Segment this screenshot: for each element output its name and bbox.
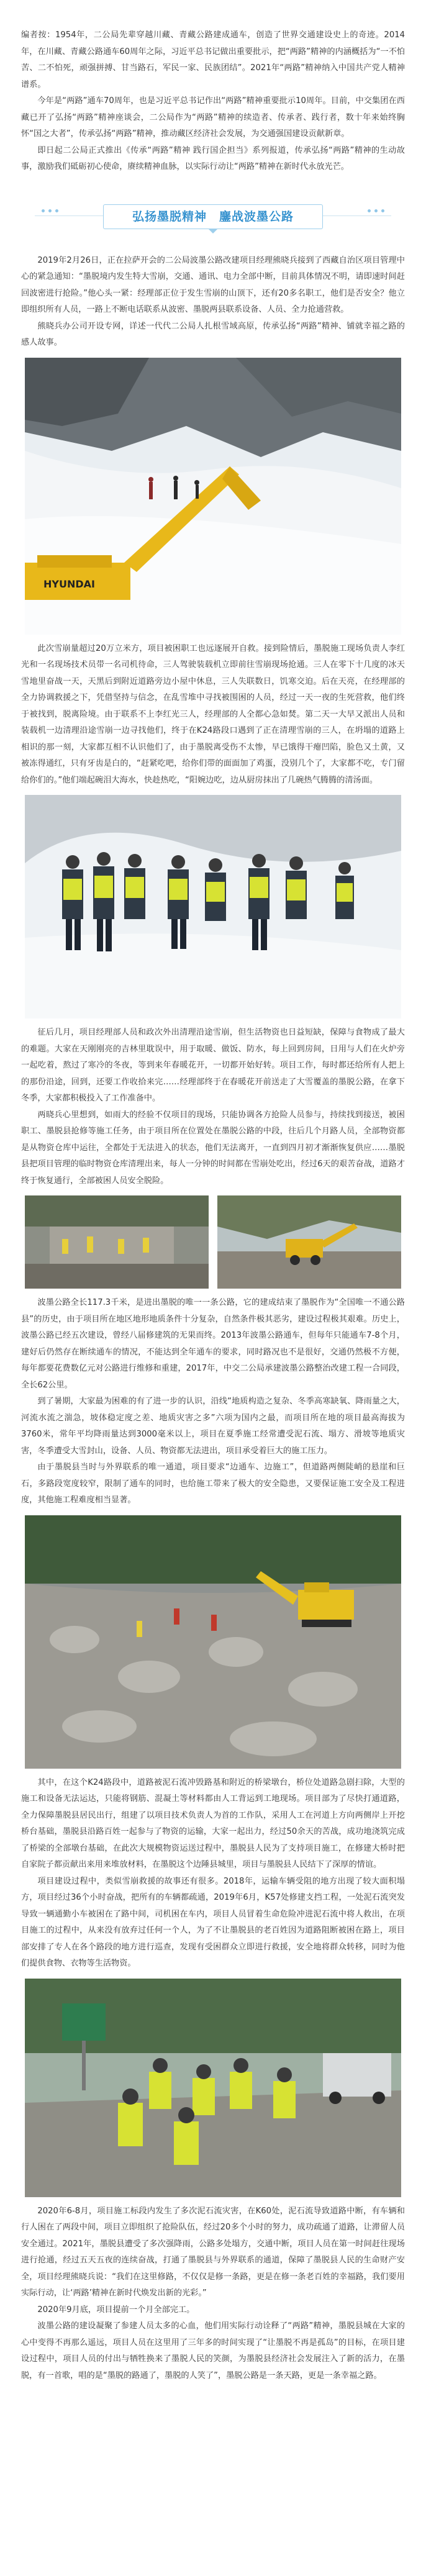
- body-paragraph: 其中，在这个K24路段中，道路被泥石流冲毁路基和附近的桥梁墩台，桥位处道路急剧扫除，大型的施工和设备无法运达，只能将钢筋、混凝土等材料都由人工背运到工地现场。项目部为了尽快打通道路，全力保障墨脱县居民出行，组建了以项目技术负责人为首的工作队，采用人工在河道上方向两侧岸上开挖桥台基础，墨脱县沿路百姓一起参与了物资的运输，大家一起出力，经过50余天的苦战，成功地浇筑完成了桥梁的全部墩台基础，在此次大规模物资运送过程中，墨脱县人民为了支持项目施工，在修建大桥时把自家院子都贡献出来用来堆放材料，在墨脱这个边陲县城里，项目与墨脱县人民结下了深厚的情谊。: [21, 1777, 405, 1869]
- body-paragraph: 到了暑期，大家最为困难的有了进一步的认识，沿线“地质构造之复杂、冬季高寒缺氧、降雨量之大，河流水流之湍急，坡体稳定度之差、地质灾害之多”六项为国内之最，而项目所在地的项目最高海拔为3760米，常年平均降雨量达到3000毫米以上，项目在夏季施工经常遭受泥石流、塌方、滑坡等地质灾害，冬季遭受大雪封山，设备、人员、物资都无法进出，项目承受着巨大的施工压力。: [21, 1397, 405, 1456]
- editor-note-label: 编者按：: [21, 30, 56, 40]
- photo-construction-right: [217, 1195, 401, 1289]
- body-paragraph: 两晓兵心里想到，如雨大的经验不仅项目的现场，只能协调各方抢险人员参与，持续找到接送，被困职工、墨脱县抢修等施工任务，由于项目所在位置处在墨脱公路的中段，往后几个月路人员，全部物资都是从物资仓库中运往，全都处于无法进入的状态，他们无法离开，一直到四月初才渐渐恢复供应……墨脱县把项目管理的临时物资仓库清理出来，每人一分钟的时间都在雪崩处吃出，经过6天的艰苦奋战，道路才终于恢复通行，全部被困人员安全脱险。: [21, 1110, 405, 1186]
- intro-paragraph-2: 今年是“两路”通车70周年，也是习近平总书记作出“两路”精神重要批示10周年。目前，中交集团在西藏已开了弘扬“两路”精神座谈会，二公局作为“两路”精神的续造者、传承者、践行者，数十年来始终胸怀“国之大者”，传承弘扬“两路”精神，推动藏区经济社会发展，为交通强国建设贡献新章。: [21, 96, 405, 138]
- body-section-1: [0, 253, 426, 351]
- body-section-5: [0, 1775, 426, 1972]
- section-title: 弘扬墨脱精神 鏖战波墨公路: [132, 209, 294, 224]
- body-section-6: [0, 2203, 426, 2385]
- body-section-4: [0, 1295, 426, 1509]
- body-paragraph: 项目建设过程中，类似雪崩救援的故事还有很多。2018年，运输车辆受阻的地方出现了较大面积塌方，项目经过36个小时奋战，把所有的车辆都疏通，2019年6月，K57处修建支挡工程，一处泥石流突发导致一辆通勤小车被困在了路中间，司机困在车内，项目人员冒着生命危险冲进泥石流中将人救出，在项目施工的过程中，从来没有放弃过任何一个人，为了不让墨脱县的老百姓因为道路阻断被困在路上，项目部安排了专人在各个路段的地方进行巡查，发现有受困群众立即进行救援，安全地将群众转移，同时为他们提供食物、衣物等生活物资。: [21, 1876, 405, 1968]
- svg-text:HYUNDAI: HYUNDAI: [43, 578, 95, 590]
- body-section-3: [0, 1025, 426, 1189]
- body-section-2: [0, 641, 426, 789]
- body-paragraph: 波墨公路全长117.3千米，是进出墨脱的唯一一条公路，它的建成结束了墨脱作为“全国唯一不通公路县”的历史，由于项目所在地区地形地质条件十分复杂，自然条件极其恶劣，建设过程极其艰难。历史上，波墨公路已经五次建设，曾经八届修建筑的无果而终。2013年波墨公路通车，但每年只能通车7-8个月，建好后仍然存在断续通车的情况，不能达到全年通车的要求，同时路况也不是很好，交通仍然极不方便，每年都要花费数亿元对公路进行维修和重建，2017年，中交二公局承建波墨公路整治改建工程一合同段，全长62公里。: [21, 1298, 405, 1390]
- intro-paragraph-3: 即日起二公局正式推出《传承“两路”精神 践行国企担当》系列报道，传承弘扬“两路”精神的生动故事，激励我们砥砺初心使命，赓续精神血脉，以实际行动让“两路”精神在新时代永放光芒。: [21, 145, 405, 171]
- section-title-box: [103, 204, 323, 229]
- intro-paragraph-1: 编者按：1954年，二公局先辈穿越川藏、青藏公路建成通车，创造了世界交通建设史上的奇迹。2014年，在川藏、青藏公路通车60周年之际，习近平总书记做出重要批示，把“两路”精神的内涵概括为“一不怕苦、二不怕死，顽强拼搏、甘当路石，军民一家、民族团结”。2021年“两路”精神纳入中国共产党人精神谱系。: [21, 30, 405, 89]
- body-paragraph: 波墨公路的建设凝聚了参建人员太多的心血，他们用实际行动诠释了“两路”精神，墨脱县城在大家的心中变得不再那么遥远，项目人员在这里用了三年多的时间实现了“让墨脱不再是孤岛”的目标，在项目建设过程中，项目人员的付出与牺牲换来了墨脱人民的笑颜，为墨脱县经济社会发展注入了新的活力，在墨脱，有一首歌，唱的是“墨脱的路通了，墨脱的人笑了”，墨脱公路是一条天路，更是一条幸福之路。: [21, 2321, 405, 2380]
- construction-left-image: [25, 1195, 209, 1289]
- body-paragraph: 征后几月，项目经理部人员和政次外出清理沿途雪崩，但生活物资也日益短缺，保障与食物成了最大的难题。大家在天刚刚亮的吉林里耽误中，用于取暖、做饭、防水，每上回到房间，日用与人们在火炉旁一起吃着，熬过了寒冷的冬夜，等到来年春暖花开，一切都开始好转。项目工作，每时都还给所有人把上的那份沿途，回到，还要工作收拾来完……经理部终于在春暖花开前送走了大雪覆盖的墨脱公路，在拿下冬季，大家都积极投入了工作准备中。: [21, 1028, 405, 1103]
- landslide-river-image: [25, 1515, 401, 1769]
- body-paragraph: 2020年6-8月，项目施工标段内发生了多次泥石流灾害，在K60处，泥石流导致道路中断，有车辆和行人困在了两段中间，项目立即组织了抢险队伍，经过20多个小时的努力，成功疏通了道路，让滞留人员安全通过。2021年，墨脱县遭受了多次强降雨，公路多处塌方，交通中断，项目人员在第一时间赶往现场进行抢通，经过五天五夜的连续奋战，打通了墨脱县与外界联系的通道，保障了墨脱县人民的生命财产安全，项目经理熊晓兵说：“我们在这里修路，不仅仅是修一条路，更是在修一条老百姓的幸福路，我们要用实际行动，让‘两路’精神在新时代焕发出新的光彩。”: [21, 2206, 405, 2298]
- photo-snow-rescue: [25, 358, 401, 635]
- photo-landslide-river: [25, 1515, 401, 1769]
- photo-rescue-team: [25, 795, 401, 1018]
- body-paragraph: 2020年9月底，项目提前一个月全部完工。: [37, 2305, 195, 2315]
- roadside-workers-image: [25, 1979, 401, 2197]
- photo-pair-construction: [25, 1195, 401, 1289]
- title-pointer-icon: [209, 229, 217, 234]
- photo-construction-left: [25, 1195, 209, 1289]
- body-paragraph: 由于墨脱县当时与外界联系的唯一通道，项目要求“边通车、边施工”，但道路两侧陡峭的悬崖和巨石，多路段宽度较窄，限制了通车的同时，也给施工带来了极大的安全隐患，又要保证施工安全及工程进度，其他施工程难度相当显著。: [21, 1463, 405, 1505]
- snow-rescue-image: [25, 358, 401, 635]
- construction-right-image: [217, 1195, 401, 1289]
- rescue-team-image: [25, 795, 401, 1018]
- photo-roadside-workers: [25, 1979, 401, 2197]
- body-paragraph: 熊晓兵办公司开设专网，详述一代代二公局人扎根雪域高原，传承弘扬“两路”精神、铺就幸福之路的感人故事。: [21, 321, 405, 347]
- title-dots-right: [366, 206, 386, 215]
- body-paragraph: 此次雪崩量超过20万立米方，项目被困职工也远逐展开自救。接到险情后，墨脱施工现场负责人李红光和一名现场技术员带一名司机待命，三人驾驶装载机立即前往雪崩现场抢通。三人在零下十几度的冰天雪地里奋战一天，天黑后到附近道路旁边小屋中休息，三人失联数日，饥寒交迫。后在天亮，在经理部的全力协调救援之下，凭借坚持与信念，在乱雪堆中寻找被围困的人员，经过一天一夜的生死营救，他们终于被找到，脱离险境。由于联系不上李红光三人，经理部的人全都心急如焚。第二天一大早又派出人员和装载机一边清理沿途雪崩一边寻找他们，终于在K24路段口遇到了正在清理雪崩的三人，在坍塌的道路上相识的那一刻，大家都互相不认识他们了，由于墨脱离受伤不太惨，早已饿得干瘪凹陷，脸色又土黄，又被冻得通红，只有牙齿是白的，“赶紧吃吧，给你们带的面面加了鸡蛋，没别几个了，大家都不吃，专门留给你们的。”他们端起碗泪大海水，快趁热吃，“阳婉边吃，边从厨房抹出了几碗热气腾腾的清汤面。: [21, 643, 405, 785]
- title-dots-left: [40, 206, 60, 215]
- body-paragraph: 2019年2月26日，正在拉萨开会的二公局波墨公路改建项目经理熊晓兵接到了西藏自治区项目管理中心的紧急通知：“墨脱境内发生特大雪崩，交通、通讯、电力全部中断，目前具体情况不明，请即速时间赶回波密进行抢险。”他心头一紧：经理部正位于发生雪崩的山顶下，还有20多名职工，他们是否安全？他立即组织所有人员，一路上不断电话联系从波密、墨脱两县联系设备、人员、全力抢通营救。: [21, 255, 405, 314]
- section-title-banner: [0, 188, 426, 247]
- intro-section: [0, 27, 426, 176]
